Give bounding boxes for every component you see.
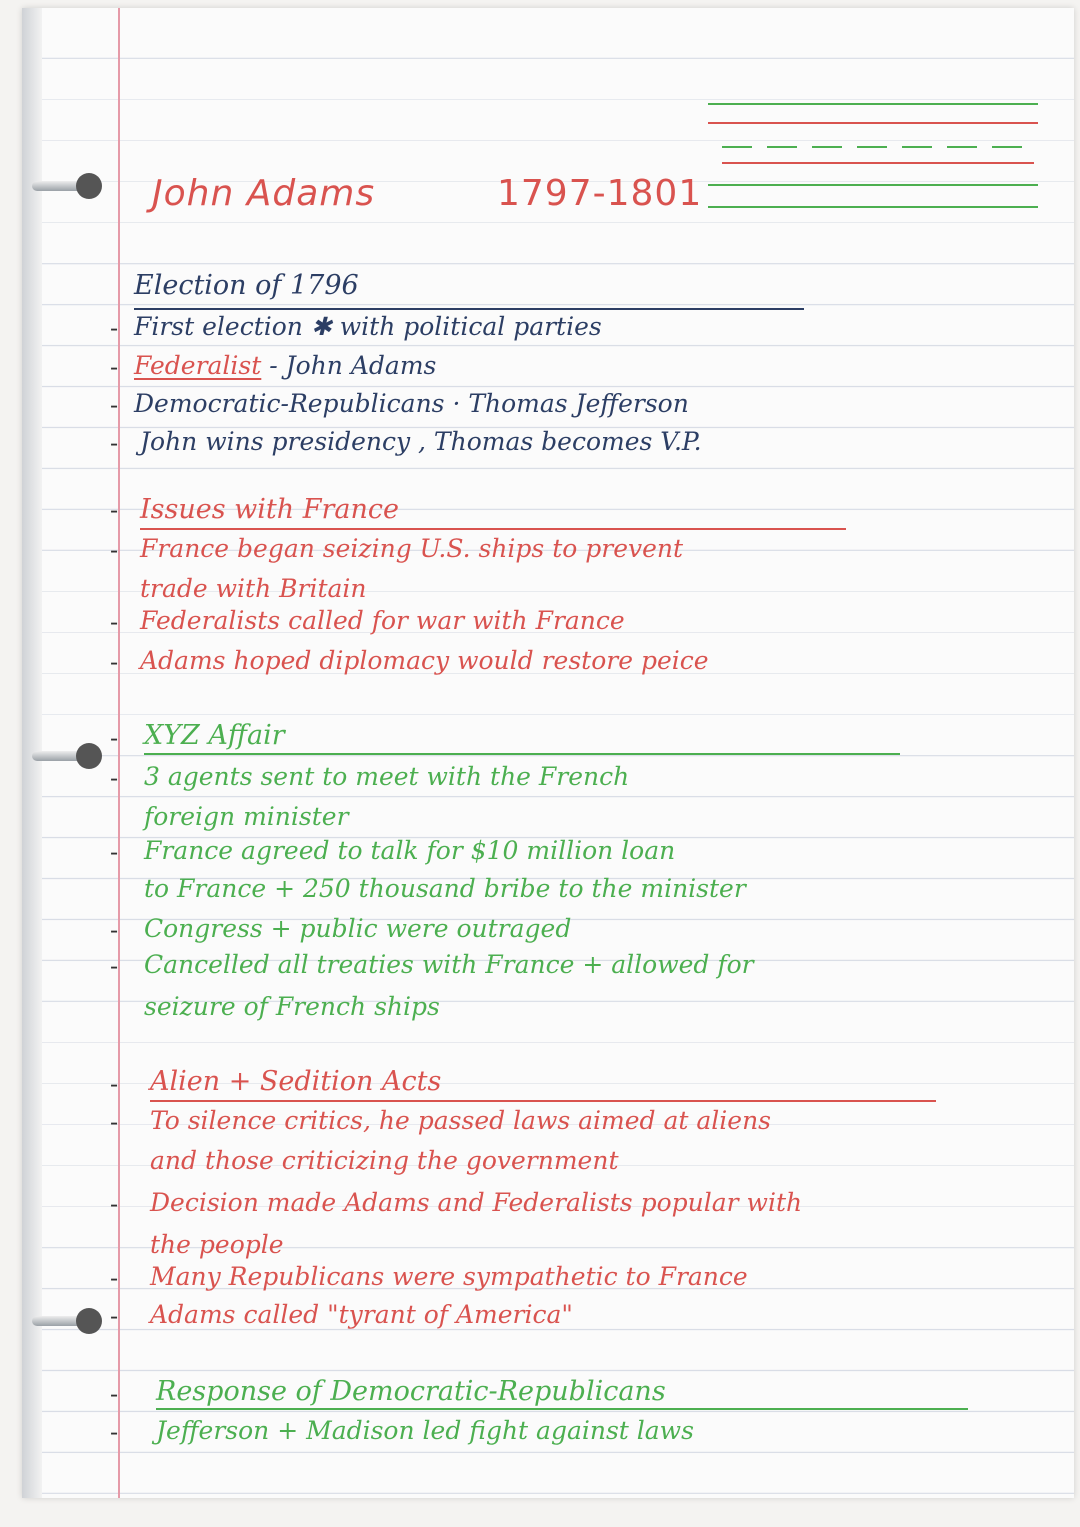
bullet: - (110, 391, 119, 419)
section-heading-alien-sedition: Alien + Sedition Acts (150, 1066, 442, 1097)
scribble-icon: ✱ (310, 312, 332, 341)
response-line-1: Jefferson + Madison led fight against laws (156, 1416, 694, 1445)
section-underline-xyz (144, 753, 900, 755)
election-line-2: Federalist - John Adams (134, 351, 437, 380)
binder-ring-bottom (32, 1308, 102, 1338)
bullet: - (110, 648, 119, 676)
bullet: - (110, 1264, 119, 1292)
bullet: - (110, 353, 119, 381)
title-decoration-green-1 (708, 103, 1038, 105)
france-line-2: trade with Britain (140, 574, 367, 603)
title-decoration-red-2 (722, 162, 1034, 164)
bullet: - (110, 536, 119, 564)
xyz-line-7: seizure of French ships (144, 992, 440, 1021)
page-title: John Adams (152, 173, 376, 214)
section-heading-xyz: XYZ Affair (144, 720, 285, 751)
bullet: - (110, 429, 119, 457)
title-decoration-green-2 (708, 184, 1038, 186)
france-line-4: Adams hoped diplomacy would restore peice (140, 646, 709, 675)
section-underline-france (140, 528, 846, 530)
alien-line-6: Adams called "tyrant of America" (150, 1300, 573, 1329)
title-decoration-green-3 (708, 206, 1038, 208)
bullet: - (110, 1108, 119, 1136)
bullet: - (110, 1070, 119, 1098)
alien-line-5: Many Republicans were sympathetic to France (150, 1262, 748, 1291)
france-line-1: France began seizing U.S. ships to prevent (140, 534, 684, 563)
section-heading-response: Response of Democratic-Republicans (156, 1376, 666, 1407)
xyz-line-6: Cancelled all treaties with France + allowed for (144, 950, 754, 979)
margin-line (118, 8, 120, 1498)
france-line-3: Federalists called for war with France (140, 606, 625, 635)
alien-line-1: To silence critics, he passed laws aimed at aliens (150, 1106, 772, 1135)
notebook-page (22, 8, 1074, 1498)
xyz-line-5: Congress + public were outraged (144, 914, 572, 943)
election-line-3: Democratic-Republicans · Thomas Jefferson (134, 389, 689, 418)
bullet: - (110, 838, 119, 866)
title-years: 1797-1801 (497, 173, 703, 214)
section-underline-election (134, 308, 804, 310)
title-decoration-dashed (722, 146, 1034, 148)
xyz-line-2: foreign minister (144, 802, 349, 831)
election-line-4: John wins presidency , Thomas becomes V.P. (140, 427, 702, 456)
bullet: - (110, 496, 119, 524)
bullet: - (110, 952, 119, 980)
section-heading-election: Election of 1796 (134, 270, 359, 301)
bullet: - (110, 724, 119, 752)
election-line-1: First election ✱ with political parties (134, 312, 602, 341)
xyz-line-3: France agreed to talk for $10 million loan (144, 836, 676, 865)
alien-line-2: and those criticizing the government (150, 1146, 619, 1175)
bullet: - (110, 916, 119, 944)
xyz-line-1: 3 agents sent to meet with the French (144, 762, 630, 791)
bullet: - (110, 608, 119, 636)
section-underline-response (156, 1408, 968, 1410)
section-heading-france: Issues with France (140, 494, 399, 525)
section-underline-alien-sedition (150, 1100, 936, 1102)
alien-line-4: the people (150, 1230, 284, 1259)
alien-line-3: Decision made Adams and Federalists popular with (150, 1188, 803, 1217)
binder-ring-middle (32, 743, 102, 773)
bullet: - (110, 1190, 119, 1218)
bullet: - (110, 314, 119, 342)
title-decoration-red-1 (708, 122, 1038, 124)
xyz-line-4: to France + 250 thousand bribe to the minister (144, 874, 746, 903)
bullet: - (110, 1380, 119, 1408)
bullet: - (110, 1418, 119, 1446)
bullet: - (110, 764, 119, 792)
binder-ring-top (32, 173, 102, 203)
bullet: - (110, 1302, 119, 1330)
